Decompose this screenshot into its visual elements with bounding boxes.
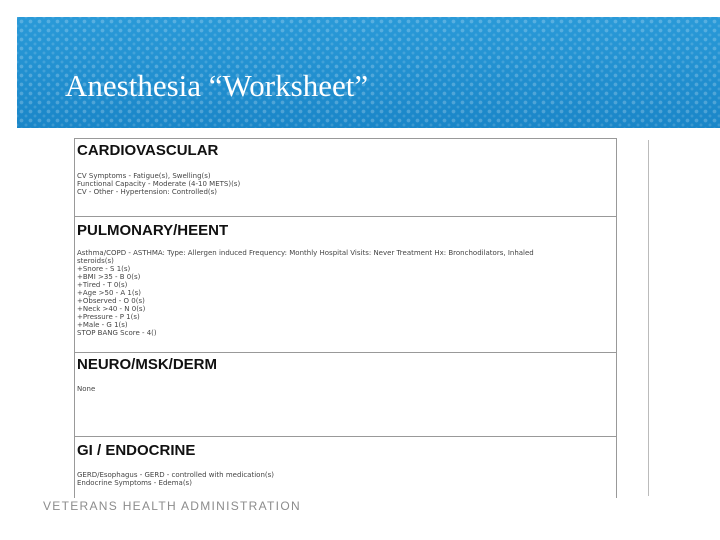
section-line: steroids(s)	[77, 257, 114, 265]
title-banner	[17, 17, 720, 128]
footer-text: VETERANS HEALTH ADMINISTRATION	[43, 499, 301, 513]
section-line: +Observed - O 0(s)	[77, 297, 145, 305]
document-edge	[648, 140, 649, 496]
section-line: +BMI >35 - B 0(s)	[77, 273, 141, 281]
worksheet-document	[74, 138, 617, 498]
section-line: None	[77, 385, 96, 393]
section-line: +Male - G 1(s)	[77, 321, 128, 329]
section-line: +Age >50 - A 1(s)	[77, 289, 141, 297]
section-line: +Tired - T 0(s)	[77, 281, 128, 289]
slide-title: Anesthesia “Worksheet”	[65, 68, 369, 103]
section-line: +Pressure - P 1(s)	[77, 313, 140, 321]
section-line: CV - Other - Hypertension: Controlled(s)	[77, 188, 218, 196]
section-line: GERD/Esophagus - GERD - controlled with medication(s)	[77, 471, 274, 479]
section-gi-endocrine	[74, 436, 617, 498]
section-title: PULMONARY/HEENT	[77, 222, 229, 239]
section-line: Asthma/COPD - ASTHMA: Type: Allergen induced Frequency: Monthly Hospital Visits: Never Treatment Hx: Bronchodilators, Inhaled	[77, 249, 534, 257]
section-line: Functional Capacity - Moderate (4-10 METS)(s)	[77, 180, 241, 188]
section-title: NEURO/MSK/DERM	[77, 356, 218, 373]
section-title: CARDIOVASCULAR	[77, 142, 219, 159]
section-line: +Snore - S 1(s)	[77, 265, 131, 273]
section-line: +Neck >40 - N 0(s)	[77, 305, 146, 313]
section-line: Endocrine Symptoms - Edema(s)	[77, 479, 192, 487]
section-line: CV Symptoms - Fatigue(s), Swelling(s)	[77, 172, 211, 180]
section-title: GI / ENDOCRINE	[77, 442, 196, 459]
section-neuro-msk-derm	[74, 352, 617, 437]
section-line: STOP BANG Score - 4()	[77, 329, 157, 337]
section-pulmonary-heent	[74, 216, 617, 353]
section-cardiovascular	[74, 138, 617, 217]
